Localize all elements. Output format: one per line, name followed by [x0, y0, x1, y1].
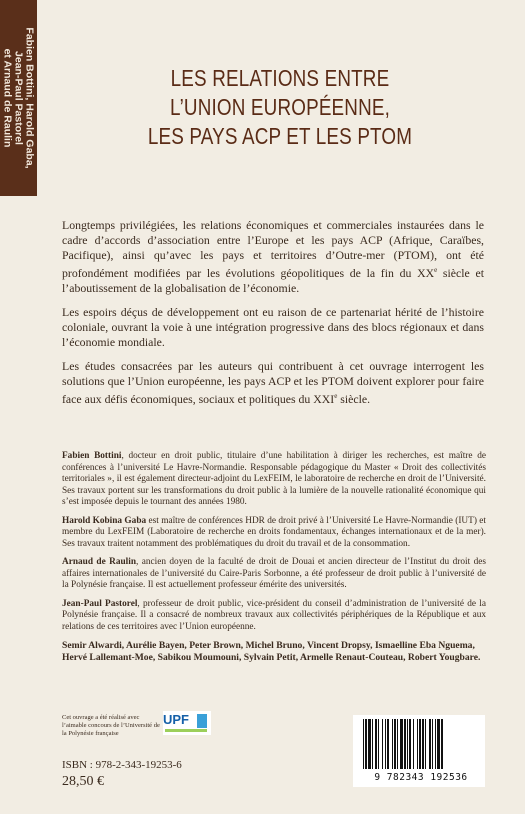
- barcode: [359, 719, 479, 771]
- barcode-bar: [419, 719, 421, 769]
- upf-logo-mark: [197, 714, 207, 728]
- bio-name: Fabien Bottini: [62, 451, 122, 461]
- barcode-bar: [407, 719, 408, 769]
- barcode-bar: [432, 719, 433, 769]
- barcode-bar: [375, 719, 377, 769]
- barcode-bar: [397, 719, 398, 769]
- title-line: LES RELATIONS ENTRE: [170, 65, 390, 91]
- barcode-bar: [409, 719, 411, 769]
- bio-paragraph: [62, 557, 486, 592]
- superscript: e: [434, 266, 438, 274]
- book-title: [141, 64, 420, 151]
- barcode-bar: [382, 719, 383, 769]
- title-line: LES PAYS ACP ET LES PTOM: [147, 123, 413, 149]
- barcode-bar: [392, 719, 393, 769]
- spine-line: Jean-Paul Pastorel: [12, 51, 25, 145]
- bio-name: Arnaud de Raulin: [62, 557, 136, 567]
- bio-text: , docteur en droit public, titulaire d’une habilitation à diriger les recherches, est maître de conférences à l’université Le Havre-Normandie. Responsable pédagogique du Master « Droit des collectivités territoriales », il est également directeur-adjoint du LexFEIM, le laboratoire de recherche en droit de l’Université. Ses travaux portent sur les transformations du droit public à la lumière de la nouvelle rationalité économique qui s’est imposée depuis le tournant des années 1980.: [62, 451, 486, 507]
- spine-line: Fabien Bottini, Harold Gaba,: [23, 27, 36, 169]
- barcode-bar: [429, 719, 431, 769]
- bio-text: , ancien doyen de la faculté de droit de Douai et ancien directeur de l’Institut du droit des affaires internationales de l’université du Caire-Paris Sorbonne, a été professeur de droit public à l’université de la Polynésie française. Il est actuellement professeur émérite des universités.: [62, 557, 486, 590]
- summary-p3-end: siècle.: [337, 391, 371, 406]
- support-note: Cet ouvrage a été réalisé avec l’aimable concours de l’Université de la Polynésie française: [62, 714, 160, 737]
- upf-logo-stripe: [165, 729, 207, 732]
- bio-text: est maître de conférences HDR de droit privé à l’Université Le Havre-Normandie (IUT) et membre du LexFEIM (Laboratoire de recherche en droits fondamentaux, échanges internationaux et de la mer). Ses travaux traitent notamment des problématiques du droit du travail et de la consommation.: [62, 515, 486, 549]
- barcode-bar: [422, 719, 424, 769]
- barcode-bar: [417, 719, 418, 769]
- summary-p1-end: siècle et l’aboutissement de la globalisation de l’économie.: [62, 265, 484, 295]
- barcode-bar: [435, 719, 436, 769]
- barcode-bar: [441, 719, 443, 769]
- isbn: ISBN : 978-2-343-19253-6: [62, 759, 182, 771]
- author-bios: [62, 451, 486, 671]
- spine-author-names: [2, 3, 35, 193]
- summary-p3-text: Les études consacrées par les auteurs qui contribuent à cet ouvrage interrogent les solutions que l’Union européenne, les pays ACP et les PTOM doivent explorer pour faire face aux défis économiques, sociaux et politiques du XXI: [62, 358, 484, 406]
- price: 28,50 €: [62, 774, 104, 789]
- barcode-bar: [372, 719, 373, 769]
- summary-paragraph: [62, 218, 484, 296]
- summary-paragraph: [62, 359, 484, 407]
- barcode-bar: [394, 719, 396, 769]
- barcode-bar: [368, 719, 371, 769]
- barcode-bar: [425, 719, 426, 769]
- barcode-bar: [404, 719, 406, 769]
- barcode-number: 9 782343 192536: [374, 772, 468, 783]
- barcode-bar: [400, 719, 403, 769]
- bio-paragraph: [62, 599, 486, 634]
- bio-text: , professeur de droit public, vice-président du conseil d’administration de l’université de la Polynésie française. Il a consacré de nombreux travaux aux collectivités périphériques de la République et aux relations de ces territoires avec l’Union européenne.: [62, 598, 487, 632]
- spine-line: et Arnaud de Raulin: [1, 48, 14, 148]
- summary-p1-text: Longtemps privilégiées, les relations économiques et commerciales instaurées dans le cadre d’accords d’association entre l’Europe et les pays ACP (Afrique, Caraïbes, Pacifique), ainsi qu’avec les pays et territoires d’Outre-mer (PTOM), ont été profondément modifiées par les évolutions géopolitiques de la fin du XX: [62, 218, 484, 280]
- barcode-bar: [413, 719, 414, 769]
- barcode-bar: [385, 719, 386, 769]
- barcode-bar: [363, 719, 364, 769]
- superscript: e: [334, 391, 338, 400]
- summary-text: [62, 218, 484, 416]
- barcode-bar: [378, 719, 379, 769]
- bio-name: Harold Kobina Gaba: [62, 515, 147, 526]
- bio-name: Jean-Paul Pastorel: [62, 598, 138, 609]
- upf-logo-text: UPF: [163, 712, 189, 727]
- barcode-bar: [437, 719, 440, 769]
- summary-paragraph: Les espoirs déçus de développement ont eu raison de ce partenariat hérité de l’histoire coloniale, ouvrant la voie à une intégration progressive dans des blocs régionaux et dans l’économie mondiale.: [62, 304, 484, 349]
- barcode-bar: [365, 719, 367, 769]
- bio-paragraph: [62, 516, 486, 551]
- bio-paragraph: [62, 451, 486, 509]
- title-line: L’UNION EUROPÉENNE,: [169, 94, 391, 120]
- barcode-bar: [387, 719, 389, 769]
- contributors-list: Semir Alwardi, Aurélie Bayen, Peter Brown, Michel Bruno, Vincent Dropsy, Ismaelline Eba Nguema, Hervé Lallemant-Moe, Sabikou Moumouni, Sylvain Petit, Armelle Renaut-Couteau, Robert Yougbare.: [62, 640, 481, 663]
